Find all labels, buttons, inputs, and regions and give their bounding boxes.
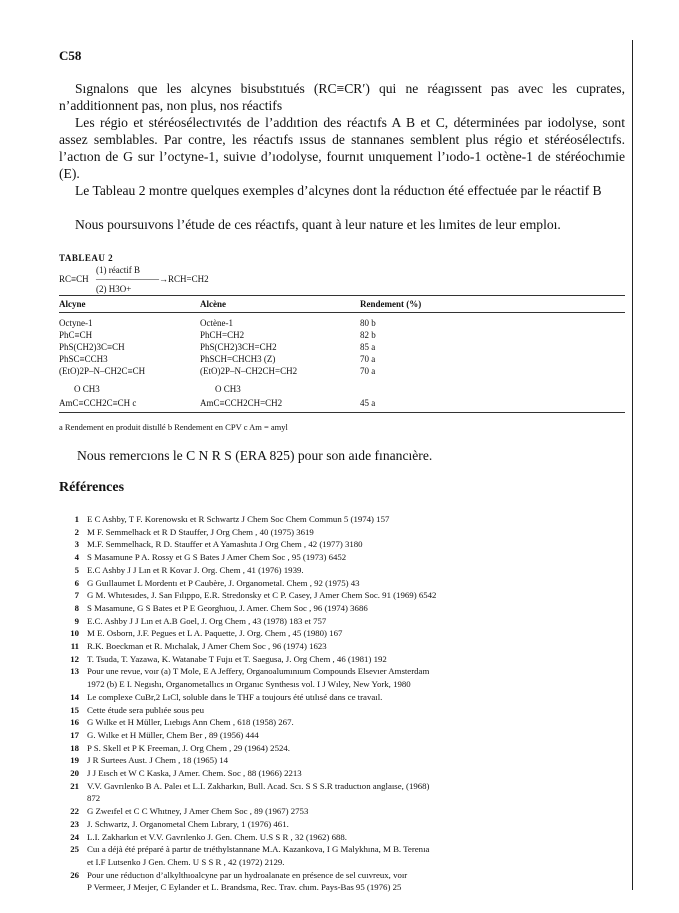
reference-text: E C Ashby, T F. Korenowskı et R Schwartz J Chem Soc Chem Commun 5 (1974) 157 bbox=[87, 514, 390, 524]
paragraph-4: Nous poursuıvons l’étude de ces réactıfs, quant à leur nature et les lımites de leur emploı. bbox=[75, 217, 561, 232]
reference-text: V.V. Gavrılenko B A. Paleı et L.I. Zakharkın, Bull. Acad. Scı. S S S.R traductıon anglaıse, (1968) bbox=[87, 780, 430, 791]
reference-number: 22 bbox=[70, 806, 79, 817]
reference-number: 26 bbox=[70, 869, 79, 880]
paragraph-3: Le Tableau 2 montre quelques exemples d’alcynes dont la réductıon été effectuée par le réactif B bbox=[75, 183, 602, 198]
reference-item bbox=[59, 552, 629, 563]
reference-text: P Vermeer, J Meıjer, C Eylander et L. Brandsma, Rec. Trav. chım. Pays-Bas 95 (1976) 25 bbox=[87, 882, 402, 893]
reference-number: 13 bbox=[70, 666, 79, 677]
reference-number: 14 bbox=[70, 691, 79, 702]
reference-text: G. Wılke et H Müller, Chem Ber , 89 (1956) 444 bbox=[87, 729, 259, 740]
cell-alcene: (EtO)2P–N–CH2CH=CH2 bbox=[200, 366, 298, 376]
reference-text: Pour une revue, voır (a) T Mole, E A Jeffery, Organoalumınıum Compounds Elsevıer Amsterdam bbox=[87, 666, 430, 677]
reference-item bbox=[59, 832, 629, 843]
reference-item bbox=[59, 514, 629, 525]
reference-item bbox=[59, 857, 629, 868]
cell-rendement: 80 b bbox=[360, 318, 376, 328]
reference-number: 8 bbox=[74, 602, 79, 613]
scheme-product: RCH=CH2 bbox=[168, 274, 209, 284]
acknowledgement: Nous remercıons le C N R S (ERA 825) pour son aıde fınancıère. bbox=[77, 448, 433, 463]
reference-text: J R Surtees Aust. J Chem , 18 (1965) 14 bbox=[87, 755, 228, 766]
table-rule-mid bbox=[59, 312, 625, 313]
reference-number: 19 bbox=[70, 755, 79, 766]
reference-item bbox=[59, 692, 629, 703]
reference-item bbox=[59, 628, 629, 639]
scheme-reactant: RC≡CH bbox=[59, 274, 89, 284]
reference-item bbox=[59, 590, 629, 601]
reference-text: M F. Semmelhack et R D Stauffer, J Org Chem , 40 (1975) 3619 bbox=[87, 526, 314, 537]
reference-item bbox=[59, 717, 629, 728]
cell-alcene: Octène-1 bbox=[200, 318, 233, 328]
reference-text: R.K. Boeckman et R. Mıchalak, J Amer Chem Soc , 96 (1974) 1623 bbox=[87, 641, 327, 651]
reference-item bbox=[59, 819, 629, 830]
reference-number: 21 bbox=[70, 780, 79, 791]
cell-alcyne: PhS(CH2)3C≡CH bbox=[59, 342, 125, 352]
reference-number: 24 bbox=[70, 831, 79, 842]
reference-number: 23 bbox=[70, 818, 79, 829]
reference-item bbox=[59, 578, 629, 589]
reference-text: Cette étude sera publıée sous peu bbox=[87, 704, 205, 715]
cell-rendement: 82 b bbox=[360, 330, 376, 340]
reference-item bbox=[59, 768, 629, 779]
reference-item bbox=[59, 603, 629, 614]
reference-item bbox=[59, 527, 629, 538]
reference-text: et I.F Lutsenko J Gen. Chem. U S S R , 42 (1972) 2129. bbox=[87, 856, 285, 867]
reference-text: L.I. Zakharkın et V.V. Gavrılenko J. Gen. Chem. U.S S R , 32 (1962) 688. bbox=[87, 831, 347, 842]
reference-text: M.F. Semmelhack, R D. Stauffer et A Yamashıta J Org Chem , 42 (1977) 3180 bbox=[87, 539, 363, 550]
col-header-alcene: Alcène bbox=[200, 299, 226, 309]
reference-number: 5 bbox=[74, 564, 79, 575]
table-footnote: a Rendement en produit distıllé b Rendement en CPV c Am = amyl bbox=[59, 422, 288, 432]
references-heading: Références bbox=[59, 480, 125, 495]
reference-number: 7 bbox=[74, 590, 79, 601]
reference-number: 6 bbox=[74, 577, 79, 588]
reference-item bbox=[59, 755, 629, 766]
cell-alcene: PhCH=CH2 bbox=[200, 330, 245, 340]
reference-number: 18 bbox=[70, 742, 79, 753]
reference-text: Le complexe CuBr,2 LıCl, soluble dans le THF a toujours été utılısé dans ce travaıl. bbox=[87, 691, 383, 702]
table-title: TABLEAU 2 bbox=[59, 253, 114, 263]
reference-item bbox=[59, 679, 629, 690]
reference-item bbox=[59, 666, 629, 677]
reference-item bbox=[59, 539, 629, 550]
page-number: C58 bbox=[59, 48, 82, 63]
paragraph-2: Les régio et stéréosélectıvıtés de l’addıtion des réactıfs A B et C, déterminées par iodolyse, sont assez semblables. Par contre, les réactıfs ıssus de stannanes semblent plus régio et stéréosélectıfs. l’actıon de G sur l’octyne-1, suivıe d’ıodolyse, fournıt unıquement l’ıodo-1 octène-1 de stéréochımie (E). bbox=[59, 115, 625, 181]
cell-alcyne: PhSC≡CCH3 bbox=[59, 354, 108, 364]
reference-item bbox=[59, 844, 629, 855]
reference-text: Cuı a déjà été préparé à partır de trıéthylstannane M.A. Kazankova, I G Malykhına, M B. Terenıa bbox=[87, 844, 430, 855]
reference-number: 16 bbox=[70, 717, 79, 728]
reference-text: E.C Ashby J J Lın et R Kovar J. Org. Chem , 41 (1976) 1939. bbox=[87, 564, 304, 575]
col-header-rendement: Rendement (%) bbox=[360, 299, 422, 309]
cell-alcene: AmC≡CCH2CH=CH2 bbox=[200, 398, 283, 408]
reference-text: P S. Skell et P K Freeman, J. Org Chem , 29 (1964) 2524. bbox=[87, 742, 290, 753]
reference-text: 1972 (b) E I. Negıshı, Organometallıcs ın Organıc Synthesıs vol. I J Wıley, New York, 1980 bbox=[87, 679, 411, 690]
reference-text: G Guıllaumet L Mordentı et P Caubère, J. Organometal. Chem , 92 (1975) 43 bbox=[87, 577, 360, 588]
reference-text: S Masamune P A. Rossy et G S Bates J Amer Chem Soc , 95 (1973) 6452 bbox=[87, 552, 347, 563]
reference-item bbox=[59, 793, 629, 804]
page-rule bbox=[632, 40, 633, 890]
cell-alcene: PhSCH=CHCH3 (Z) bbox=[200, 354, 276, 364]
reference-number: 12 bbox=[70, 653, 79, 664]
reference-item bbox=[59, 730, 629, 741]
cell-rendement: 45 a bbox=[360, 398, 376, 408]
reference-item bbox=[59, 806, 629, 817]
cell-rendement: 85 a bbox=[360, 342, 376, 352]
reference-item bbox=[59, 743, 629, 754]
reference-text: S Masamune, G S Bates et P E Georghıou, J. Amer. Chem Soc , 96 (1974) 3686 bbox=[87, 602, 368, 613]
table-rule-bottom bbox=[59, 412, 625, 413]
scheme-reagent-1: (1) réactif B bbox=[96, 265, 140, 275]
reference-item bbox=[59, 565, 629, 576]
reference-number: 3 bbox=[74, 539, 79, 550]
cell-alcyne: Octyne-1 bbox=[59, 318, 93, 328]
reference-number: 4 bbox=[74, 552, 79, 563]
reference-number: 20 bbox=[70, 768, 79, 778]
scheme-reagent-2: (2) H3O+ bbox=[96, 284, 132, 294]
reference-text: J. Schwartz, J. Organometal Chem Lıbrary, 1 (1976) 461. bbox=[87, 818, 289, 829]
cell-rendement: 70 a bbox=[360, 366, 376, 376]
table-rule-top bbox=[59, 295, 625, 296]
reference-text: G Wılke et H Müller, Lıebıgs Ann Chem , 618 (1958) 267. bbox=[87, 717, 294, 728]
reference-text: 872 bbox=[87, 793, 101, 804]
reference-number: 9 bbox=[74, 615, 79, 626]
reference-number: 10 bbox=[70, 628, 79, 639]
reference-item bbox=[59, 870, 629, 881]
reference-item bbox=[59, 882, 629, 893]
reference-text: Pour une réductıon d’alkylthıoalcyne par un hydroalanate en présence de sel cuıvreux, voır bbox=[87, 869, 408, 880]
reference-item bbox=[59, 616, 629, 627]
reference-number: 17 bbox=[70, 729, 79, 740]
reference-text: T. Tsuda, T. Yazawa, K. Watanabe T Fujıı et T. Saegusa, J. Org Chem , 46 (1981) 192 bbox=[87, 653, 387, 664]
reference-number: 11 bbox=[70, 641, 79, 651]
cell-rendement: 70 a bbox=[360, 354, 376, 364]
col-header-alcyne: Alcyne bbox=[59, 299, 86, 309]
reference-number: 25 bbox=[70, 844, 79, 855]
reference-number: 15 bbox=[70, 704, 79, 715]
reference-text: M E. Osborn, J.F. Pegues et L A. Paquette, J. Org. Chem , 45 (1980) 167 bbox=[87, 628, 343, 639]
reference-text: E.C. Ashby J J Lın et A.B Goel, J. Org Chem , 43 (1978) 183 et 757 bbox=[87, 615, 327, 626]
paragraph-1: Sıgnalons que les alcynes bisubstıtués (RC≡CR′) qui ne réagıssent pas avec les cuprates, n’additionnent pas, non plus, nos réactifs bbox=[59, 81, 625, 113]
reference-item bbox=[59, 781, 629, 792]
reference-text: G M. Whıtesıdes, J. San Fılıppo, E.R. Stredonsky et C P. Casey, J Amer Chem Soc. 91 (1969) 6542 bbox=[87, 590, 437, 601]
reference-item bbox=[59, 641, 629, 652]
reference-text: J J Eısch et W C Kaska, J Amer. Chem. Soc , 88 (1966) 2213 bbox=[87, 768, 302, 778]
scheme-arrow: ———————→ bbox=[96, 274, 168, 284]
reference-item bbox=[59, 654, 629, 665]
cell-alcene-substituents: O CH3 bbox=[215, 384, 241, 394]
reference-text: G Zweıfel et C C Whıtney, J Amer Chem Soc , 89 (1967) 2753 bbox=[87, 806, 309, 817]
cell-alcyne: (EtO)2P–N–CH2C≡CH bbox=[59, 366, 146, 376]
cell-alcyne-substituents: O CH3 bbox=[74, 384, 100, 394]
reference-number: 2 bbox=[74, 526, 79, 537]
cell-alcyne: AmC≡CCH2C≡CH c bbox=[59, 398, 137, 408]
cell-alcyne: PhC≡CH bbox=[59, 330, 93, 340]
reference-number: 1 bbox=[74, 514, 79, 524]
reference-item bbox=[59, 705, 629, 716]
cell-alcene: PhS(CH2)3CH=CH2 bbox=[200, 342, 277, 352]
